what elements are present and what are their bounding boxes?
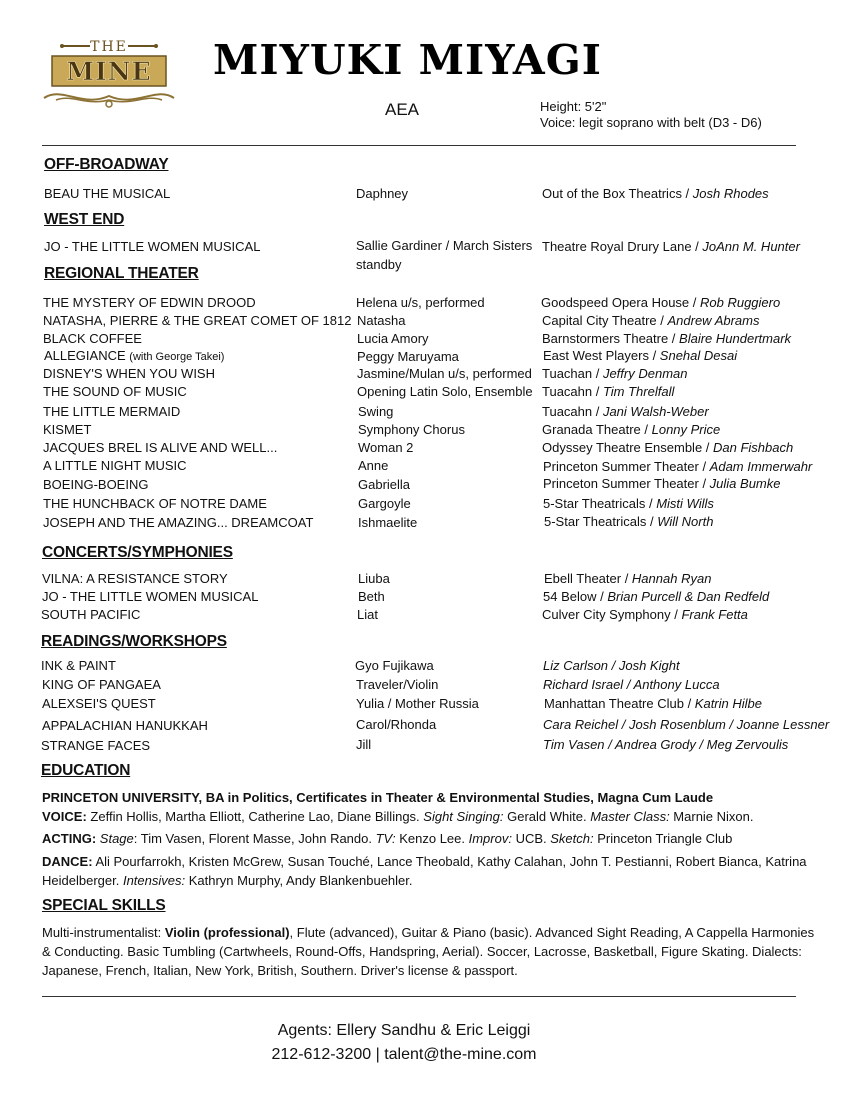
the-mine-logo — [42, 34, 176, 112]
height-line: Height: 5'2" — [540, 99, 607, 114]
section-concerts-symphonies: CONCERTS/SYMPHONIES — [42, 544, 233, 561]
credit-venue — [544, 571, 711, 587]
performer-stats — [540, 99, 762, 131]
sketch-group: Princeton Triangle Club — [593, 831, 733, 846]
credit-venue — [544, 514, 713, 530]
credit-venue — [543, 589, 769, 605]
tv-label: TV: — [375, 831, 396, 846]
credit-show: THE HUNCHBACK OF NOTRE DAME — [43, 496, 267, 511]
credit-venue — [542, 331, 791, 347]
voice-teachers: Zeffin Hollis, Martha Elliott, Catherine Lao, Diane Billings. — [86, 809, 424, 824]
director-name: Katrin Hilbe — [694, 696, 762, 711]
director-name: Frank Fetta — [681, 607, 748, 622]
director-name: Andrew Abrams — [667, 313, 760, 328]
credit-role: Peggy Maruyama — [357, 349, 459, 364]
credit-role: Sallie Gardiner / March Sisters standby — [356, 238, 533, 272]
performer-name: MIYUKI MIYAGI — [213, 36, 602, 84]
acting-label: ACTING: — [42, 831, 97, 846]
credit-show: THE LITTLE MERMAID — [43, 404, 181, 419]
credit-role: Jill — [356, 737, 372, 752]
venue-name: Odyssey Theatre Ensemble / — [542, 440, 714, 455]
tv-teacher: Kenzo Lee. — [395, 831, 469, 846]
section-regional-theater: REGIONAL THEATER — [44, 265, 199, 282]
degree: , BA in Politics, Certificates in Theater & Environmental Studies, Magna Cum Laude — [198, 790, 714, 805]
show-note: (with George Takei) — [129, 351, 225, 363]
credit-role: Daphney — [356, 186, 409, 201]
credit-venue — [542, 186, 769, 202]
director-name: Jeffry Denman — [602, 366, 688, 381]
credit-venue — [543, 717, 829, 733]
credit-venue — [541, 295, 780, 311]
director-name: Dan Fishbach — [713, 440, 794, 455]
education-school — [42, 788, 817, 807]
venue-name: Tuachan / — [542, 366, 603, 381]
venue-name: Out of the Box Theatrics / — [542, 186, 693, 201]
section-west-end: WEST END — [44, 211, 125, 228]
svg-text:MINE: MINE — [66, 57, 152, 86]
credit-venue — [543, 459, 812, 475]
improv-school: UCB. — [511, 831, 551, 846]
credit-venue — [542, 607, 748, 623]
venue-name: Princeton Summer Theater / — [543, 476, 710, 491]
director-name: Jani Walsh-Weber — [602, 404, 709, 419]
credit-venue — [542, 404, 709, 420]
credit-venue — [543, 348, 737, 364]
director-name: Blaire Hundertmark — [679, 331, 792, 346]
credit-role: Beth — [358, 589, 385, 604]
master-teacher: Marnie Nixon. — [669, 809, 754, 824]
agents-line: Agents: Ellery Sandhu & Eric Leiggi — [277, 1022, 531, 1039]
credit-role: Gargoyle — [358, 496, 411, 511]
director-name: Brian Purcell & Dan Redfeld — [607, 589, 770, 604]
intensives-label: Intensives: — [122, 873, 186, 888]
credit-show: BEAU THE MUSICAL — [44, 186, 171, 201]
credit-show: JO - THE LITTLE WOMEN MUSICAL — [42, 589, 259, 604]
venue-name: Tuacahn / — [542, 404, 603, 419]
credit-show: KISMET — [43, 422, 92, 437]
credit-venue — [543, 737, 788, 753]
sight-teacher: Gerald White. — [503, 809, 591, 824]
school-name: PRINCETON UNIVERSITY — [42, 790, 199, 805]
dance-teachers: Ali Pourfarrokh, Kristen McGrew, Susan Touché, Lance Theobald, Kathy Calahan, John T. Pestianni, Robert Bianca, Katrina Heidelberger. — [42, 854, 807, 888]
credit-venue — [543, 658, 680, 674]
credit-show: A LITTLE NIGHT MUSIC — [43, 458, 187, 473]
credit-show: THE SOUND OF MUSIC — [43, 384, 187, 399]
director-name: Julia Bumke — [709, 476, 781, 491]
director-name: Liz Carlson / Josh Kight — [543, 658, 680, 673]
credit-role: Woman 2 — [358, 440, 414, 455]
venue-name: Tuacahn / — [542, 384, 603, 399]
venue-name: Ebell Theater / — [544, 571, 632, 586]
venue-name: East West Players / — [543, 348, 660, 363]
credit-show: JO - THE LITTLE WOMEN MUSICAL — [44, 239, 261, 254]
credit-show: INK & PAINT — [41, 658, 116, 673]
credit-venue — [542, 313, 759, 329]
venue-name: 5-Star Theatricals / — [544, 514, 658, 529]
director-name: Misti Wills — [656, 496, 714, 511]
section-off-broadway: OFF-BROADWAY — [44, 156, 169, 173]
credit-show: KING OF PANGAEA — [42, 677, 161, 692]
credit-show: NATASHA, PIERRE & THE GREAT COMET OF 1812 — [43, 313, 352, 328]
credit-show: JACQUES BREL IS ALIVE AND WELL... — [43, 440, 278, 455]
training-dance — [42, 852, 817, 890]
credit-role: Ishmaelite — [358, 515, 418, 530]
credit-venue — [543, 677, 720, 693]
master-label: Master Class: — [590, 809, 670, 824]
credit-role: Traveler/Violin — [356, 677, 439, 692]
skills-rest: , Flute (advanced), Guitar & Piano (basic). Advanced Sight Reading, A Cappella Harmonies & Conducting. Basic Tumbling (Cartwheels, Round-Offs, Handspring, Aerial). Soccer, Lacrosse, Basketball, Figure Skating. Dialects: Japanese, French, Italian, New York, British, Southern. Driver's license & passport. — [42, 925, 815, 978]
credit-role: Carol/Rhonda — [356, 717, 437, 732]
credit-venue — [542, 440, 793, 456]
credit-show: VILNA: A RESISTANCE STORY — [42, 571, 228, 586]
footer-divider — [42, 996, 796, 997]
credit-venue — [542, 384, 674, 400]
skills-violin: Violin (professional) — [164, 925, 290, 940]
credit-show: THE MYSTERY OF EDWIN DROOD — [43, 295, 256, 310]
credit-role: Swing — [358, 404, 394, 419]
credit-role: Lucia Amory — [357, 331, 429, 346]
section-readings-workshops: READINGS/WORKSHOPS — [41, 633, 227, 650]
venue-name: Goodspeed Opera House / — [541, 295, 700, 310]
training-voice — [42, 807, 817, 826]
credit-role: Symphony Chorus — [358, 422, 465, 437]
director-name: Richard Israel / Anthony Lucca — [543, 677, 720, 692]
credit-show: STRANGE FACES — [41, 738, 151, 753]
sketch-label: Sketch: — [550, 831, 594, 846]
credit-role: Liuba — [358, 571, 390, 586]
training-acting — [42, 829, 817, 848]
credit-venue — [543, 496, 714, 512]
intensives-teachers: Kathryn Murphy, Andy Blankenbuehler. — [185, 873, 413, 888]
venue-name: Capital City Theatre / — [542, 313, 668, 328]
credit-show: BOEING-BOEING — [43, 477, 149, 492]
director-name: Hannah Ryan — [631, 571, 712, 586]
director-name: Snehal Desai — [659, 348, 738, 363]
credit-show: JOSEPH AND THE AMAZING... DREAMCOAT — [43, 515, 314, 530]
stage-teachers: : Tim Vasen, Florent Masse, John Rando. — [133, 831, 376, 846]
credit-role: Natasha — [357, 313, 406, 328]
stage-label: Stage — [99, 831, 134, 846]
director-name: Tim Threlfall — [602, 384, 675, 399]
dance-label: DANCE: — [42, 854, 93, 869]
svg-text:THE: THE — [90, 39, 128, 55]
credit-role: Liat — [357, 607, 378, 622]
credit-venue — [542, 366, 688, 382]
credit-role: Jasmine/Mulan u/s, performed — [357, 366, 532, 381]
venue-name: Culver City Symphony / — [542, 607, 682, 622]
improv-label: Improv: — [468, 831, 512, 846]
skills-text — [42, 923, 817, 980]
venue-name: Manhattan Theatre Club / — [544, 696, 695, 711]
director-name: Tim Vasen / Andrea Grody / Meg Zervoulis — [543, 737, 789, 752]
contact-line: 212-612-3200 | talent@the-mine.com — [271, 1046, 537, 1063]
director-name: Lonny Price — [651, 422, 721, 437]
credit-role: Helena u/s, performed — [356, 295, 485, 310]
venue-name: Princeton Summer Theater / — [543, 459, 710, 474]
credit-venue — [542, 422, 720, 438]
venue-name: Granada Theatre / — [542, 422, 652, 437]
director-name: Rob Ruggiero — [700, 295, 781, 310]
credit-show: APPALACHIAN HANUKKAH — [42, 718, 208, 733]
section-education: EDUCATION — [41, 762, 131, 779]
show-title: ALLEGIANCE — [44, 348, 126, 363]
sight-label: Sight Singing: — [423, 809, 504, 824]
credit-venue — [542, 239, 800, 255]
venue-name: 54 Below / — [543, 589, 608, 604]
director-name: Adam Immerwahr — [709, 459, 813, 474]
venue-name: Barnstormers Theatre / — [542, 331, 680, 346]
credit-venue — [544, 696, 762, 712]
section-special-skills: SPECIAL SKILLS — [42, 897, 166, 914]
header-divider — [42, 145, 796, 146]
voice-line: Voice: legit soprano with belt (D3 - D6) — [540, 115, 762, 130]
credit-role: Yulia / Mother Russia — [356, 696, 479, 711]
credit-show: SOUTH PACIFIC — [41, 607, 141, 622]
credit-role: Gyo Fujikawa — [355, 658, 434, 673]
credit-show: DISNEY'S WHEN YOU WISH — [43, 366, 215, 381]
director-name: Will North — [657, 514, 714, 529]
voice-label: VOICE: — [42, 809, 87, 824]
director-name: Cara Reichel / Josh Rosenblum / Joanne Lessner — [543, 717, 830, 732]
union-affiliation: AEA — [385, 100, 420, 119]
credit-show — [44, 348, 224, 365]
credit-role: Gabriella — [358, 477, 411, 492]
credit-venue — [543, 476, 780, 492]
credit-role: Opening Latin Solo, Ensemble — [357, 384, 533, 399]
director-name: Josh Rhodes — [692, 186, 769, 201]
skills-prefix: Multi-instrumentalist: — [42, 925, 165, 940]
credit-role: Anne — [358, 458, 389, 473]
credit-show: BLACK COFFEE — [43, 331, 142, 346]
director-name: JoAnn M. Hunter — [702, 239, 800, 254]
credit-show: ALEXSEI'S QUEST — [42, 696, 156, 711]
venue-name: 5-Star Theatricals / — [543, 496, 657, 511]
venue-name: Theatre Royal Drury Lane / — [542, 239, 703, 254]
